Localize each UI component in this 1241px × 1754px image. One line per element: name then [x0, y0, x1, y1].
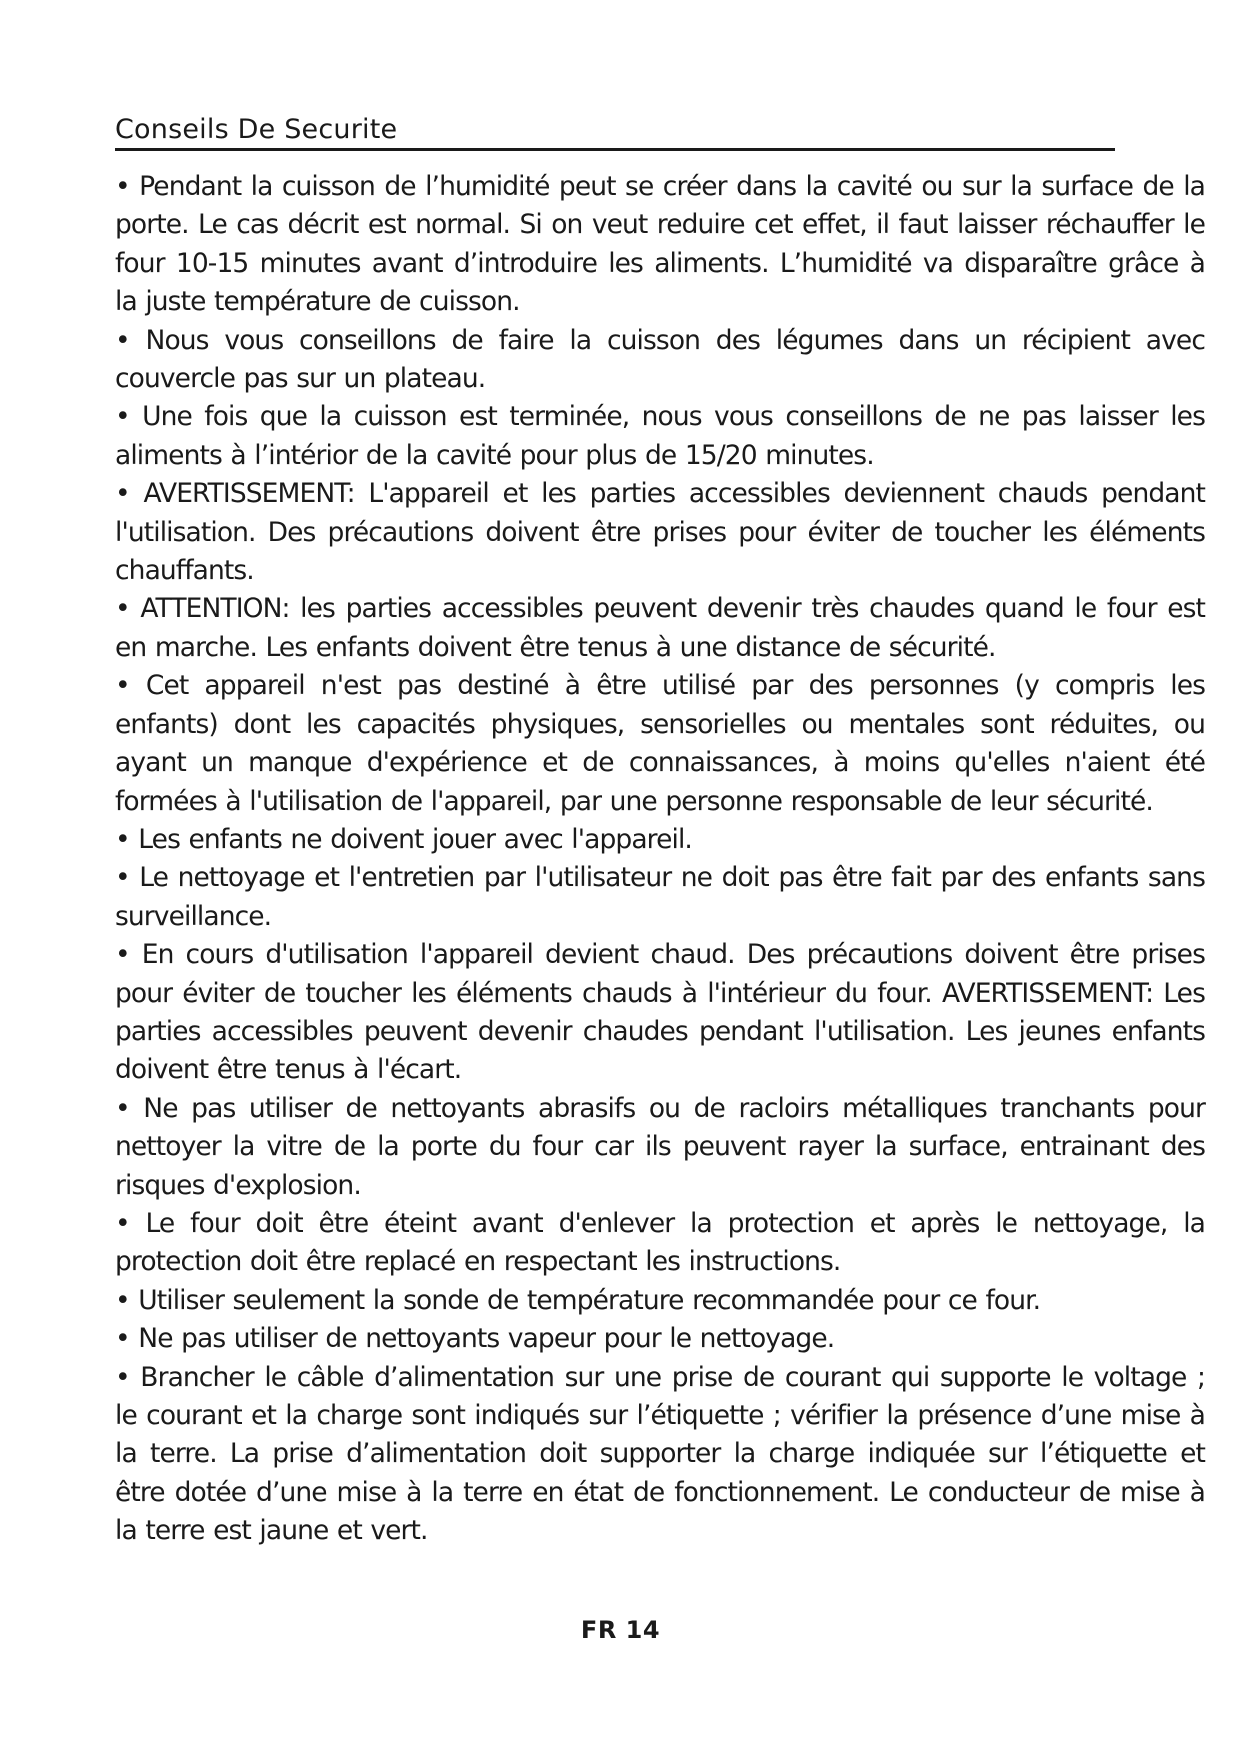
instruction-text: Une fois que la cuisson est terminée, nous vous conseillons de ne pas laisser les aliments à l’intérior de la cavité pour plus de 15/20 minutes.: [115, 401, 1205, 471]
instruction-text: Brancher le câble d’alimentation sur une prise de courant qui supporte le voltage ; le courant et la charge sont indiqués sur l’étiquette ; vérifier la présence d’une mise à la terre. La prise d’alimentation doit supporter la charge indiquée sur l’étiquette et être dotée d’une mise à la terre en état de fonctionnement. Le conducteur de mise à la terre est jaune et vert.: [115, 1361, 1205, 1547]
bullet-icon: •: [115, 1361, 130, 1393]
bullet-icon: •: [115, 670, 130, 702]
instruction-text: Ne pas utiliser de nettoyants abrasifs ou de racloirs métalliques tranchants pour nettoyer la vitre de la porte du four car ils peuvent rayer la surface, entrainant des risques d'explosion.: [115, 1092, 1205, 1201]
instruction-paragraph: [115, 1359, 1205, 1551]
bullet-icon: •: [115, 401, 130, 433]
bullet-icon: •: [115, 324, 130, 356]
instruction-paragraph: [115, 936, 1205, 1090]
bullet-icon: •: [115, 1323, 130, 1355]
bullet-icon: •: [115, 1284, 130, 1316]
instruction-paragraph: [115, 168, 1205, 322]
instruction-text: AVERTISSEMENT: L'appareil et les parties accessibles deviennent chauds pendant l'utilisation. Des précautions doivent être prises pour éviter de toucher les éléments chauffants.: [115, 478, 1205, 587]
bullet-icon: •: [115, 1207, 130, 1239]
instruction-paragraph: [115, 1090, 1205, 1205]
instruction-paragraph: [115, 590, 1205, 667]
safety-instructions-list: [115, 168, 1205, 1551]
instruction-paragraph: [115, 1320, 1205, 1358]
instruction-paragraph: [115, 667, 1205, 821]
bullet-icon: •: [115, 862, 130, 894]
instruction-paragraph: [115, 1205, 1205, 1282]
instruction-text: Le nettoyage et l'entretien par l'utilisateur ne doit pas être fait par des enfants sans surveillance.: [115, 862, 1205, 932]
instruction-text: ATTENTION: les parties accessibles peuvent devenir très chaudes quand le four est en marche. Les enfants doivent être tenus à une distance de sécurité.: [115, 593, 1205, 663]
bullet-icon: •: [115, 478, 130, 510]
instruction-paragraph: [115, 322, 1205, 399]
instruction-text: Les enfants ne doivent jouer avec l'appareil.: [138, 823, 692, 855]
heading-underline: [115, 148, 1115, 151]
bullet-icon: •: [115, 171, 130, 202]
instruction-paragraph: [115, 821, 1205, 859]
instruction-paragraph: [115, 1282, 1205, 1320]
instruction-text: Cet appareil n'est pas destiné à être utilisé par des personnes (y compris les enfants) dont les capacités physiques, sensorielles ou mentales sont réduites, ou ayant un manque d'expérience et de connaissances, à moins qu'elles n'aient été formées à l'utilisation de l'appareil, par une personne responsable de leur sécurité.: [115, 670, 1206, 817]
bullet-icon: •: [115, 823, 130, 855]
section-heading: Conseils De Securite: [115, 114, 398, 145]
instruction-paragraph: [115, 475, 1205, 590]
instruction-text: Pendant la cuisson de l’humidité peut se créer dans la cavité ou sur la surface de la porte. Le cas décrit est normal. Si on veut reduire cet effet, il faut laisser réchauffer le four 10-15 minutes avant d’introduire les aliments. L’humidité va disparaître grâce à la juste température de cuisson.: [115, 171, 1205, 318]
bullet-icon: •: [115, 1092, 130, 1124]
instruction-text: Nous vous conseillons de faire la cuisson des légumes dans un récipient avec couvercle pas sur un plateau.: [115, 324, 1205, 395]
instruction-text: En cours d'utilisation l'appareil devient chaud. Des précautions doivent être prises pour éviter de toucher les éléments chauds à l'intérieur du four. AVERTISSEMENT: Les parties accessibles peuvent devenir chaudes pendant l'utilisation. Les jeunes enfants doivent être tenus à l'écart.: [115, 939, 1205, 1086]
instruction-paragraph: [115, 859, 1205, 936]
instruction-text: Le four doit être éteint avant d'enlever la protection et après le nettoyage, la protection doit être replacé en respectant les instructions.: [115, 1207, 1205, 1278]
instruction-paragraph: [115, 398, 1205, 475]
bullet-icon: •: [115, 593, 130, 625]
bullet-icon: •: [115, 939, 130, 971]
instruction-text: Ne pas utiliser de nettoyants vapeur pour le nettoyage.: [138, 1323, 835, 1355]
instruction-text: Utiliser seulement la sonde de température recommandée pour ce four.: [138, 1284, 1041, 1316]
page-number: FR 14: [580, 1616, 661, 1644]
